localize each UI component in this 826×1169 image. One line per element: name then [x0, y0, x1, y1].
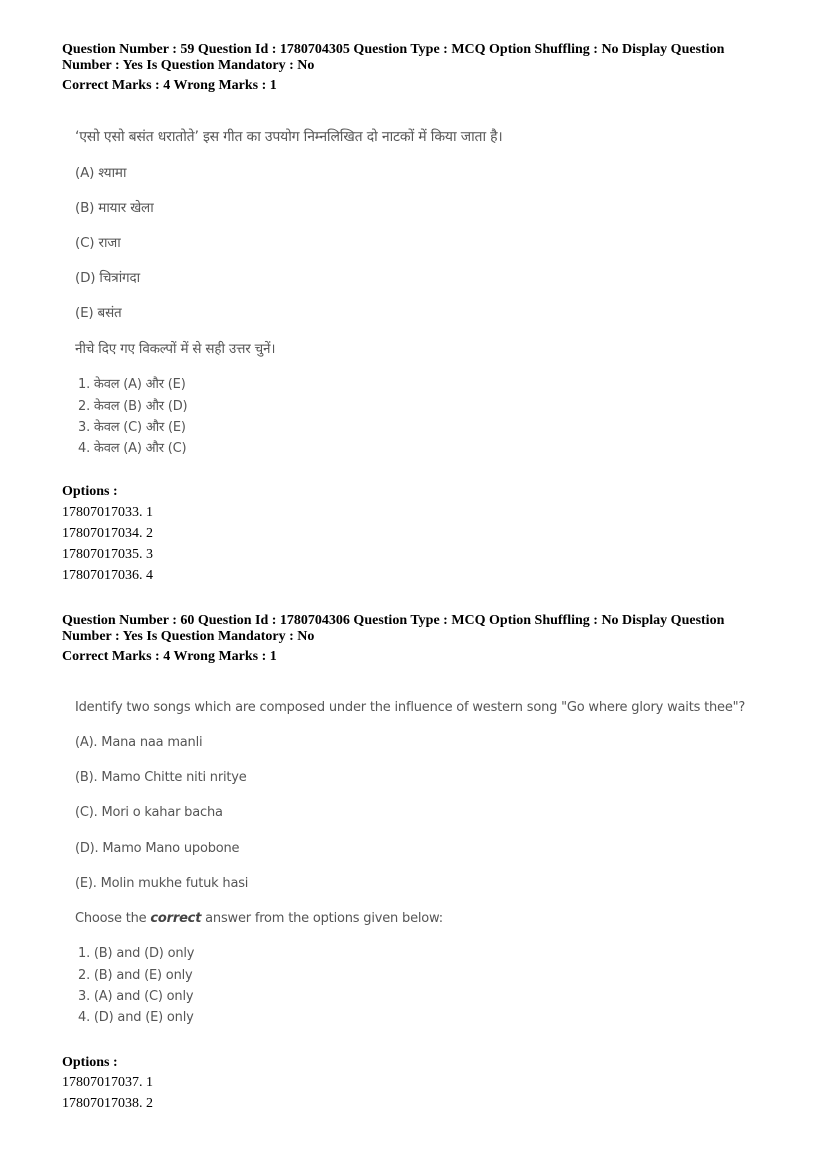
- question-item: (B) मायार खेला: [75, 200, 154, 216]
- question-instruction: नीचे दिए गए विकल्पों में से सही उत्तर चुनें।: [75, 341, 276, 357]
- question-60-header: [62, 613, 762, 665]
- option-row: 17807017037. 1: [62, 1075, 153, 1090]
- question-item: (C) राजा: [75, 235, 121, 251]
- answer-choice: 4. (D) and (E) only: [78, 1010, 194, 1025]
- answer-choice: 4. केवल (A) और (C): [78, 441, 187, 456]
- marks-line: Correct Marks : 4 Wrong Marks : 1: [62, 78, 277, 93]
- options-label: Options :: [62, 484, 118, 499]
- marks-line: Correct Marks : 4 Wrong Marks : 1: [62, 649, 277, 664]
- question-header-line: Number : Yes Is Question Mandatory : No: [62, 629, 315, 644]
- question-header-line: Question Number : 60 Question Id : 1780704306 Question Type : MCQ Option Shuffling : No Display Question: [62, 613, 725, 628]
- answer-choice: 2. (B) and (E) only: [78, 968, 193, 983]
- question-item: (D). Mamo Mano upobone: [75, 841, 240, 856]
- question-header-line: Question Number : 59 Question Id : 1780704305 Question Type : MCQ Option Shuffling : No Display Question: [62, 42, 725, 57]
- question-item: (E) बसंत: [75, 305, 122, 321]
- question-item: (D) चित्रांगदा: [75, 270, 140, 286]
- question-item: (E). Molin mukhe futuk hasi: [75, 876, 249, 891]
- answer-choice: 1. (B) and (D) only: [78, 946, 195, 961]
- option-row: 17807017038. 2: [62, 1096, 153, 1111]
- option-row: 17807017034. 2: [62, 526, 153, 541]
- option-row: 17807017035. 3: [62, 547, 153, 562]
- question-59-header: [62, 42, 762, 94]
- instruction-pre: Choose the: [75, 911, 151, 926]
- instruction-post: answer from the options given below:: [201, 911, 443, 926]
- answer-choice: 1. केवल (A) और (E): [78, 377, 186, 392]
- question-stem: ‘एसो एसो बसंत धरातोते’ इस गीत का उपयोग निम्नलिखित दो नाटकों में किया जाता है।: [75, 129, 503, 145]
- question-item: (A) श्यामा: [75, 165, 127, 181]
- question-instruction: [75, 911, 443, 926]
- question-item: (A). Mana naa manli: [75, 735, 203, 750]
- option-row: 17807017036. 4: [62, 568, 153, 583]
- instruction-emphasis: correct: [150, 911, 202, 926]
- options-label: Options :: [62, 1055, 118, 1070]
- answer-choice: 3. (A) and (C) only: [78, 989, 194, 1004]
- option-row: 17807017033. 1: [62, 505, 153, 520]
- answer-choice: 3. केवल (C) और (E): [78, 420, 186, 435]
- question-header-line: Number : Yes Is Question Mandatory : No: [62, 58, 315, 73]
- question-stem: Identify two songs which are composed under the influence of western song "Go where glory waits thee"?: [75, 700, 746, 715]
- answer-choice: 2. केवल (B) और (D): [78, 399, 188, 414]
- question-item: (B). Mamo Chitte niti nritye: [75, 770, 247, 785]
- question-item: (C). Mori o kahar bacha: [75, 805, 223, 820]
